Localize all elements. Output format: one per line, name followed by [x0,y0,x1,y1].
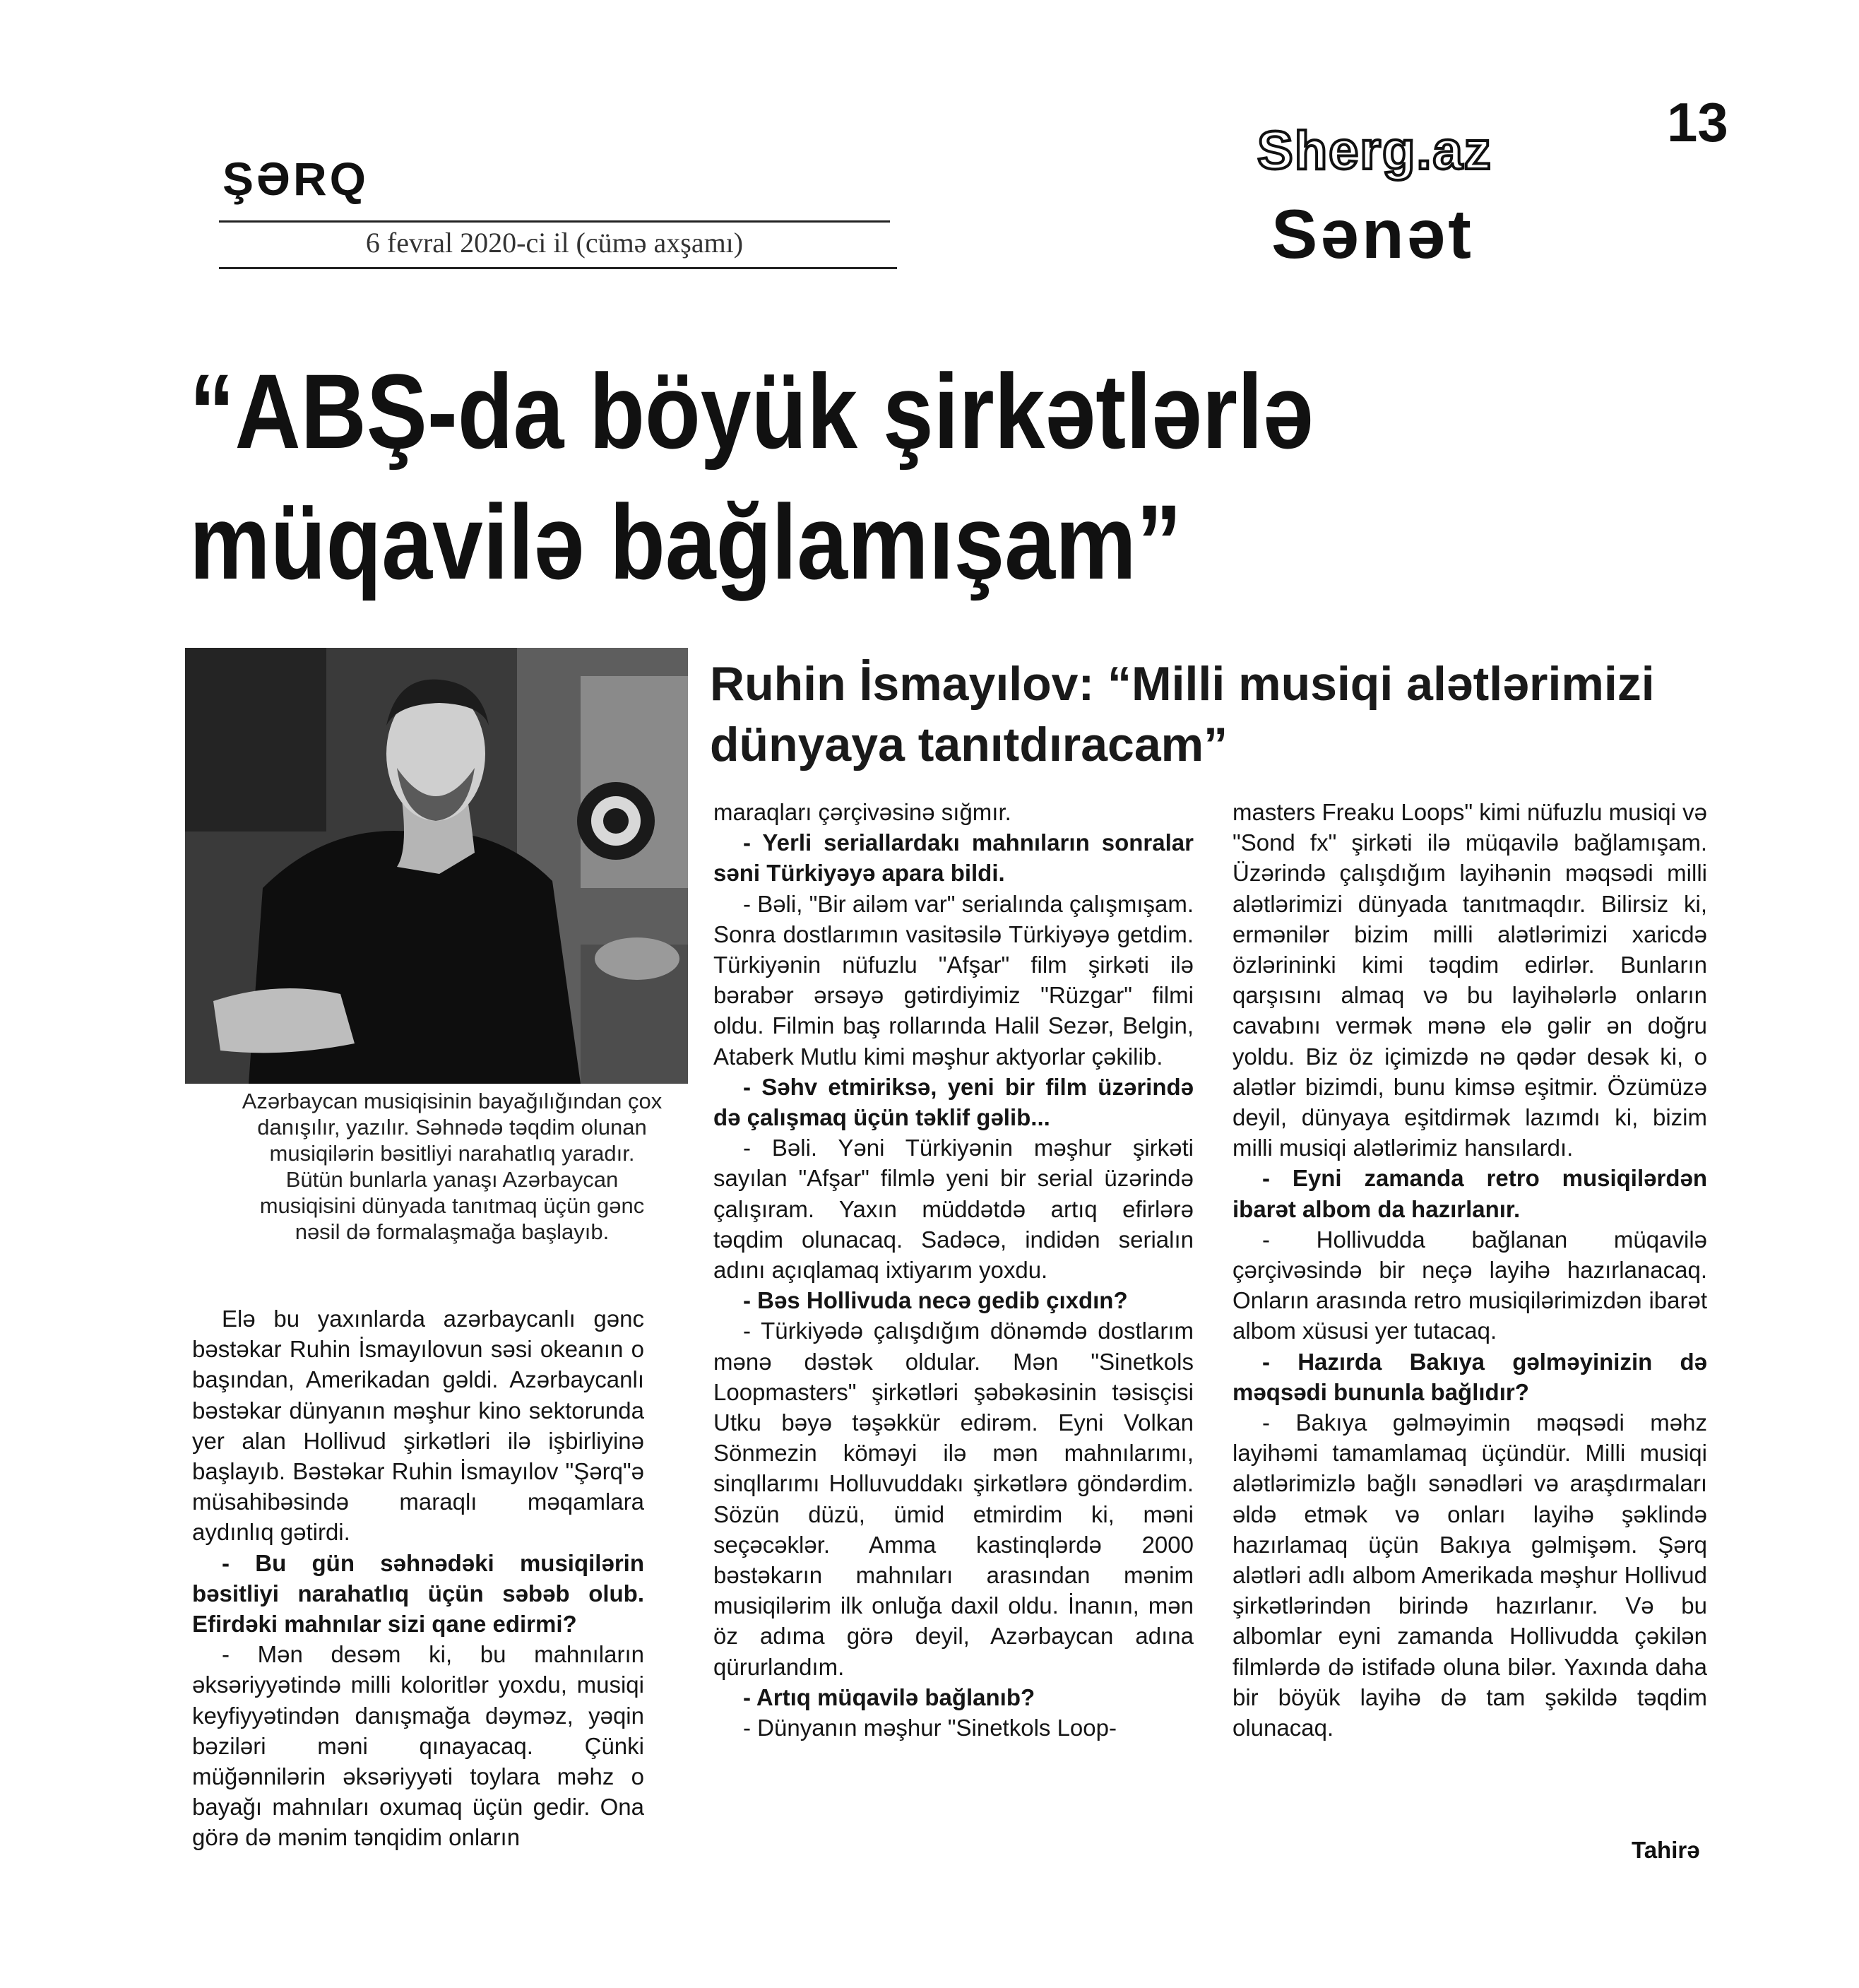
headline-line-2: müqavilə bağlamışam” [189,483,1182,601]
site-name: Sherg.az [1257,121,1492,181]
masthead-rule-top [219,220,890,223]
question-2: - Yerli seriallardakı mahnıların sonralar səni Türkiyəyə apara bildi. [713,829,1194,887]
article-author: Tahirə [1632,1837,1700,1863]
question-3: - Səhv etmiriksə, yeni bir film üzərində də çalışmaq üçün təklif gəlib... [713,1073,1194,1131]
portrait-photo-illustration [185,648,688,1084]
section-title: Sənət [1271,195,1474,273]
answer-1: - Mən desəm ki, bu mahnıların əksəriyyətində milli koloritlər yoxdu, musiqi keyfiyyətindən danışmağa dəyməz, yəqin bəziləri məni qınayacaq. Çünki müğənnilərin əksəriyyəti toylara məhz o bayağı mahnıları oxumaq üçün gedir. Ona görə də mənim tənqidim onların [192,1641,644,1851]
article-headline [189,346,1514,608]
article-column-3 [1233,797,1707,1743]
answer-4: - Türkiyədə çalışdığım dönəmdə dostlarım mənə dəstək oldular. Mən "Sinetkols Loopmasters" şirkətləri şəbəkəsinin təsisçisi Utku bəyə təşəkkür edirəm. Eyni Volkan Sönmezin köməyi ilə mən mahnılarımı, sinqllarımı Holluvuddakı şirkətlərə göndərdim. Sözün düzü, ümid etmirdim ki, məni seçəcəklər. Amma kastinqlərdə 2000 bəstəkarın mahnıları arasından mənim musiqilərim ilk onluğa daxil oldu. İnanın, mən öz adıma görə deyil, Azərbaycan adına qürurlandım. [713,1318,1194,1680]
article-subheadline: Ruhin İsmayılov: “Milli musiqi alətlərimizi dünyaya tanıtdıracam” [710,657,1655,771]
answer-7: - Bakıya gəlməyimin məqsədi məhz layihəmi tamamlamaq üçündür. Milli musiqi alətlərimizlə bağlı sənədləri və araşdırmaları əldə etmək və onları layihə şəklində hazırlamaq üçün Bakıya gəlmişəm. Şərq alətləri adlı albom Amerikada məşhur Hollivud şirkətlərindən birində hazırlanır. Və bu albomlar eyni zamanda Hollivudda çəkilən filmlərdə də istifadə oluna bilər. Yaxında daha bir böyük layihə də tam şəkildə təqdim olunacaq. [1233,1409,1707,1741]
answer-5-continued: masters Freaku Loops" kimi nüfuzlu musiqi və "Sond fx" şirkəti ilə müqavilə bağlamışam. Üzərində çalışdığım layihənin məqsədi milli alətlərimizi dünyada tanıtmaqdır. Bilirsiz ki, ermənilər bizim milli alətlərimizi xaricdə özlərininki kimi təqdim edirlər. Bunların qarşısını almaq və bu layihələrlə onların cavabını vermək mənə elə gəlir ən doğru yoldu. Biz öz içimizdə nə qədər desək ki, o alətlər bizimdi, bunu kimsə eşitmir. Özümüzə deyil, dünyaya eşitdirmək lazımdı ki, bizim milli musiqi alətlərimiz hansılardı. [1233,799,1707,1161]
page-number: 13 [1667,91,1728,153]
answer-6: - Hollivudda bağlanan müqavilə çərçivəsində bir neçə layihə hazırlanacaq. Onların arasında retro musiqilərimizdən ibarət albom xüsusi yer tutacaq. [1233,1226,1707,1344]
photo-caption: Azərbaycan musiqisinin bayağılığından çox danışılır, yazılır. Səhnədə təqdim olunan musiqilərin bəsitliyi narahatlıq yaradır. Bütün bunlarla yanaşı Azərbaycan musiqisini dünyada tanıtmaq üçün gənc nəsil də formalaşmağa başlayıb. [242,1089,663,1244]
question-7: - Hazırda Bakıya gəlməyinizin də məqsədi bununla bağlıdır? [1233,1348,1707,1405]
newspaper-masthead: ŞƏRQ [222,153,369,205]
answer-5: - Dünyanın məşhur "Sinetkols Loop- [743,1715,1117,1741]
masthead-rule-bottom [219,267,897,269]
dateline: 6 fevral 2020-ci il (cümə axşamı) [365,227,744,259]
answer-1-continued: maraqları çərçivəsinə sığmır. [713,799,1011,825]
intro-paragraph: Elə bu yaxınlarda azərbaycanlı gənc bəstəkar Ruhin İsmayılovun səsi okeanın o başından, Amerikadan gəldi. Azərbaycanlı bəstəkar dünyanın məşhur kino sektorunda yer alan Hollivud şirkətləri ilə işbirliyinə başlayıb. Bəstəkar Ruhin İsmayılov "Şərq"ə müsahibəsində maraqlı məqamlara aydınlıq gətirdi. [192,1306,644,1546]
article-column-1 [192,1303,644,1853]
headline-line-1: “ABŞ-da böyük şirkətlərlə [189,352,1314,471]
article-column-2 [713,797,1194,1743]
question-4: - Bəs Hollivuda necə gedib çıxdın? [743,1287,1128,1314]
question-6: - Eyni zamanda retro musiqilərdən ibarət albom da hazırlanır. [1233,1165,1707,1222]
article-photo [185,648,688,1084]
answer-2: - Bəli, "Bir ailəm var" serialında çalışmışam. Sonra dostlarımın vasitəsilə Türkiyəyə getdim. Türkiyənin nüfuzlu "Afşar" film şirkəti ilə bərabər ərsəyə gətirdiyimiz "Rüzgar" filmi oldu. Filmin baş rollarında Halil Sezər, Belgin, Ataberk Mutlu kimi məşhur aktyorlar çəkilib. [713,890,1194,1070]
question-5: - Artıq müqavilə bağlanıb? [743,1684,1035,1710]
question-1: - Bu gün səhnədəki musiqilərin bəsitliyi narahatlıq üçün səbəb olub. Efirdəki mahnılar sizi qane edirmi? [192,1549,644,1638]
answer-3: - Bəli. Yəni Türkiyənin məşhur şirkəti sayılan "Afşar" filmlə yeni bir serial üzərində çalışıram. Yaxın müddətdə artıq efirlərə təqdim olunacaq. Sadəcə, indidən serialın adını açıqlamaq ixtiyarım yoxdu. [713,1135,1194,1284]
